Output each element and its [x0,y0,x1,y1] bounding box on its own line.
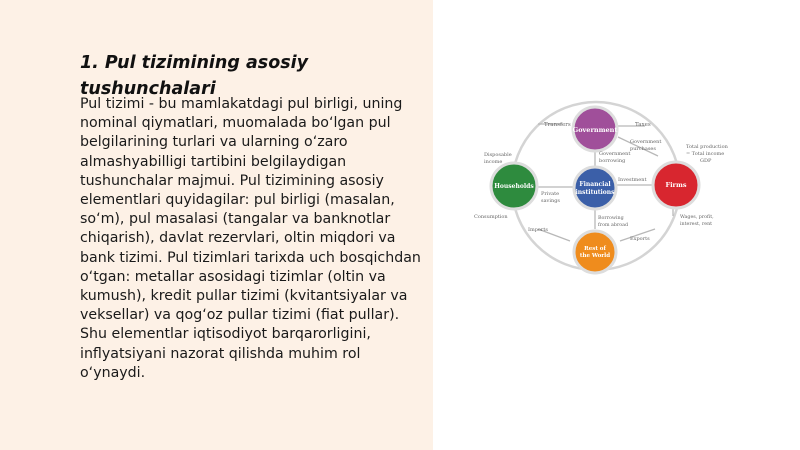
financial-label-line2: institutions [575,189,615,196]
imports-label: Imports [528,227,548,233]
total-production-label-line2: = Total income [686,151,725,157]
exports-label: Exports [630,236,650,242]
borrowing-abroad-label-line1: Borrowing [598,216,624,221]
taxes-label: Taxes [635,122,651,128]
gov-purchases-label-line2: purchases [630,146,656,152]
total-production-label-line3: GDP [700,158,712,164]
transfers-label: Transfers [544,122,571,128]
rest-of-world-label-line1: Rest of [584,246,606,252]
wages-label-line1: Wages, profit, [680,215,714,220]
government-label: Government [572,126,618,134]
consumption-label: Consumption [474,214,508,220]
firms-label: Firms [665,181,687,189]
borrowing-abroad-label-line2: from abroad [598,223,629,228]
disposable-income-label-line1: Disposable [484,152,512,158]
disposable-income-label-line2: income [484,159,503,165]
private-savings-label-line1: Private [541,191,560,197]
gov-borrowing-label-line2: borrowing [599,158,626,164]
households-label: Households [494,183,534,190]
rest-of-world-node [574,231,616,273]
slide-body-text: Pul tizimi - bu mamlakatdagi pul birligi, uning nominal qiymatlari, muomalada bo‘lgan pul belgilarining turlari va ularning o‘zaro almashyabilligi tartibini belgilaydigan tushunchalar majmui. Pul tizimining asosiy elementlari quyidagilar: pul birligi (masalan, so‘m), pul masalasi (tangalar va banknotlar chiqarish), davlat rezervlari, oltin miqdori va bank tizimi. Pul tizimlari tarixda uch bosqichdan o‘tgan: metallar asosidagi tizimlar (oltin va kumush), kredit pullar tizimi (kvitantsiyalar va veksellar) va qog‘oz pullar tizimi (fiat pullar). Shu elementlar iqtisodiyot barqarorligini, inflyatsiyani nazorat qilishda muhim rol o‘ynaydi. [80,96,421,381]
investment-label: Investment [618,177,647,183]
gov-purchases-label-line1: Government [630,139,662,145]
wages-label-line2: interest, rent [680,222,713,227]
slide-title: 1. Pul tizimining asosiy tushunchalari [80,53,309,99]
financial-label-line1: Financial [579,181,611,188]
financial-institutions-node [574,167,616,209]
total-production-label-line1: Total production [686,144,728,150]
rest-of-world-label-line2: the World [579,253,611,259]
private-savings-label-line2: savings [541,198,560,204]
gov-borrowing-label-line1: Government [599,151,631,157]
circular-flow-svg [470,96,728,286]
circular-flow-diagram [470,96,728,286]
